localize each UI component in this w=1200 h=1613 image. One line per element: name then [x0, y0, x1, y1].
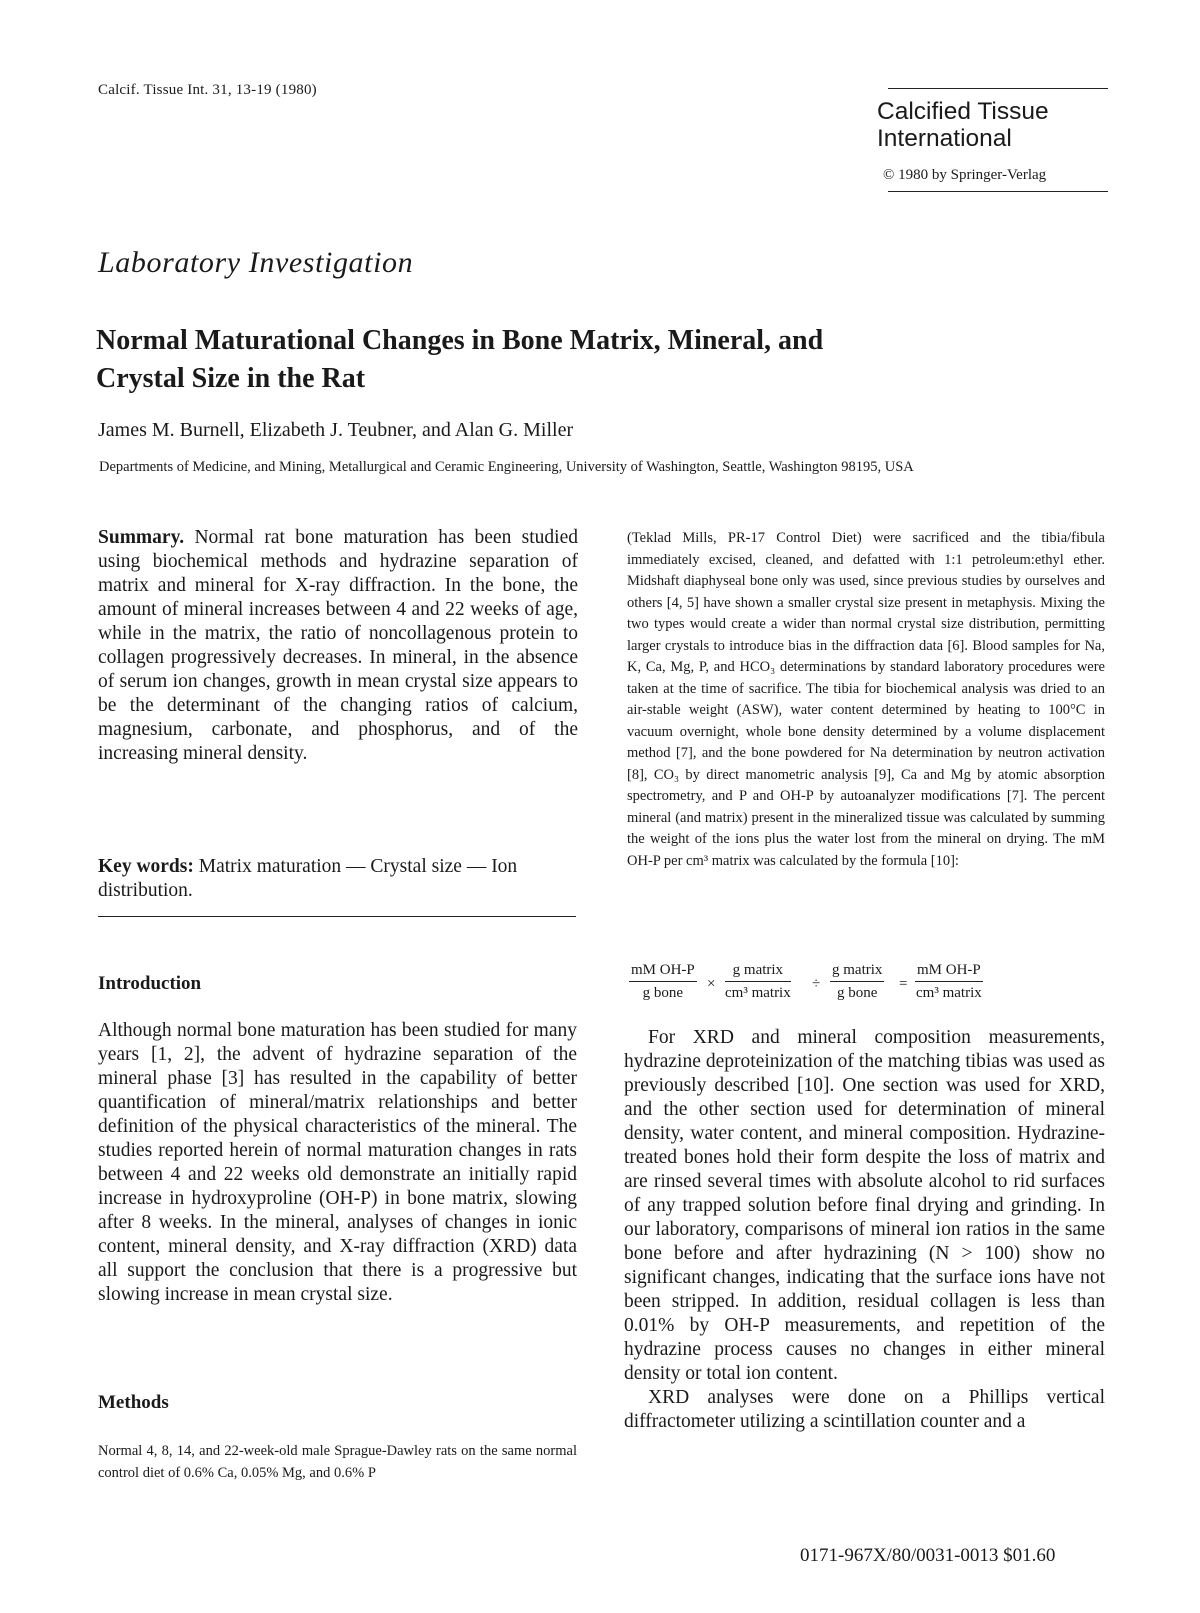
formula-numerator: mM OH-P	[915, 962, 983, 982]
methods-text-continued: (Teklad Mills, PR-17 Control Diet) were sacrificed and the tibia/fibula immediately excised, cleaned, and defatted with 1:1 petroleum:ethyl ether. Midshaft diaphyseal bone only was used, since previous studies by ourselves and others [4, 5] have shown a smaller crystal size present in metaphysis. Mixing the two types would create a wider than normal crystal size distribution, permitting larger crystals to introduce bias in the diffraction data [6]. Blood samples for Na, K, Ca, Mg, P, and HCO₃ determinations by standard laboratory procedures were taken at the time of sacrifice. The tibia for biochemical analysis was dried to an air-stable weight (ASW), water content determined by heating to 100°C in vacuum overnight, whole bone density determined by a volume displacement method [7], and the bone powdered for Na determination by neutron activation [8], CO₃ by direct manometric analysis [9], Ca and Mg by atomic absorption spectrometry, and P and OH-P by autoanalyzer modifications [7]. The percent mineral (and matrix) present in the mineralized tissue was calculated by summing the weight of the ions plus the water lost from the mineral on drying. The mM OH-P per cm³ matrix was calculated by the formula [10]:	[627, 530, 1105, 869]
xrd-section	[624, 1026, 1105, 1434]
author-affiliation: Departments of Medicine, and Mining, Metallurgical and Ceramic Engineering, University of Washington, Seattle, Washington 98195, USA	[99, 459, 914, 475]
article-title: Normal Maturational Changes in Bone Matrix, Mineral, and Crystal Size in the Rat	[96, 325, 824, 394]
journal-name-line2: International	[877, 125, 1012, 152]
journal-name-line1: Calcified Tissue	[877, 98, 1049, 125]
introduction-text: Although normal bone maturation has been studied for many years [1, 2], the advent of hydrazine separation of the mineral phase [3] has resulted in the capability of better quantification of mineral/matrix relationships and better definition of the physical characteristics of the mineral. The studies reported herein of normal maturation changes in rats between 4 and 22 weeks old demonstrate an initially rapid increase in hydroxyproline (OH-P) in bone matrix, slowing after 8 weeks. In the mineral, analyses of changes in ionic content, mineral density, and X-ray diffraction (XRD) data all support the conclusion that there is a progressive but slowing increase in mean crystal size.	[98, 1020, 577, 1305]
formula-denominator: g bone	[836, 985, 878, 1001]
brand-top-rule	[888, 88, 1108, 89]
xrd-paragraph-1: For XRD and mineral composition measurements, hydrazine deproteinization of the matching tibias was used as previously described [10]. One section was used for XRD, and the other section used for determination of mineral density, water content, and mineral composition. Hydrazine-treated bones hold their form despite the loss of matrix and are rinsed several times with absolute alcohol to rid surfaces of any trapped solution before final drying and grinding. In our laboratory, comparisons of mineral ion ratios in the same bone before and after hydrazining (N > 100) show no significant changes, indicating that the surface ions have not been stripped. In addition, residual collagen is less than 0.01% by OH-P measurements, and repetition of the hydrazine process causes no changes in either mineral density or total ion content.	[624, 1027, 1105, 1384]
formula-numerator: mM OH-P	[629, 962, 697, 982]
formula-denominator: cm³ matrix	[725, 985, 791, 1001]
journal-citation: Calcif. Tissue Int. 31, 13-19 (1980)	[98, 82, 317, 98]
summary-text: Normal rat bone maturation has been studied using biochemical methods and hydrazine separation of matrix and mineral for X-ray diffraction. In the bone, the amount of mineral increases between 4 and 22 weeks of age, while in the matrix, the ratio of noncollagenous protein to collagen progressively decreases. In mineral, in the absence of serum ion changes, growth in mean crystal size appears to be the determinant of the changing ratios of calcium, magnesium, carbonate, and phosphorus, and of the increasing mineral density.	[98, 527, 579, 764]
formula-denominator: g bone	[642, 985, 684, 1001]
formula-operator: ÷	[812, 976, 821, 992]
methods-heading: Methods	[98, 1392, 169, 1413]
copyright-notice: © 1980 by Springer-Verlag	[883, 167, 1047, 183]
brand-bottom-rule	[888, 191, 1108, 192]
formula-operator: =	[899, 976, 908, 992]
formula-denominator: cm³ matrix	[916, 985, 982, 1001]
introduction-heading: Introduction	[98, 973, 202, 994]
keywords-text: Matrix maturation — Crystal size — Ion distribution.	[98, 856, 518, 901]
formula-fraction-2	[725, 962, 791, 1002]
abstract-divider	[98, 916, 576, 917]
journal-name	[877, 98, 1049, 152]
article-code: 0171-967X/80/0031-0013 $01.60	[800, 1545, 1056, 1566]
methods-text-start: Normal 4, 8, 14, and 22-week-old male Sprague-Dawley rats on the same normal control diet of 0.6% Ca, 0.05% Mg, and 0.6% P	[98, 1443, 577, 1481]
oh-p-formula	[629, 962, 1109, 1018]
keywords-paragraph	[98, 855, 578, 903]
article-authors: James M. Burnell, Elizabeth J. Teubner, and Alan G. Miller	[98, 419, 574, 441]
xrd-paragraph-2: XRD analyses were done on a Phillips vertical diffractometer utilizing a scintillation counter and a	[624, 1387, 1105, 1432]
formula-fraction-3	[830, 962, 884, 1002]
summary-paragraph	[98, 526, 578, 766]
keywords-label: Key words:	[98, 856, 194, 877]
formula-fraction-4	[915, 962, 983, 1002]
formula-numerator: g matrix	[830, 962, 884, 982]
summary-label: Summary.	[98, 527, 185, 548]
section-label: Laboratory Investigation	[98, 246, 414, 279]
formula-numerator: g matrix	[725, 962, 791, 982]
formula-fraction-1	[629, 962, 697, 1002]
formula-operator: ×	[707, 976, 716, 992]
